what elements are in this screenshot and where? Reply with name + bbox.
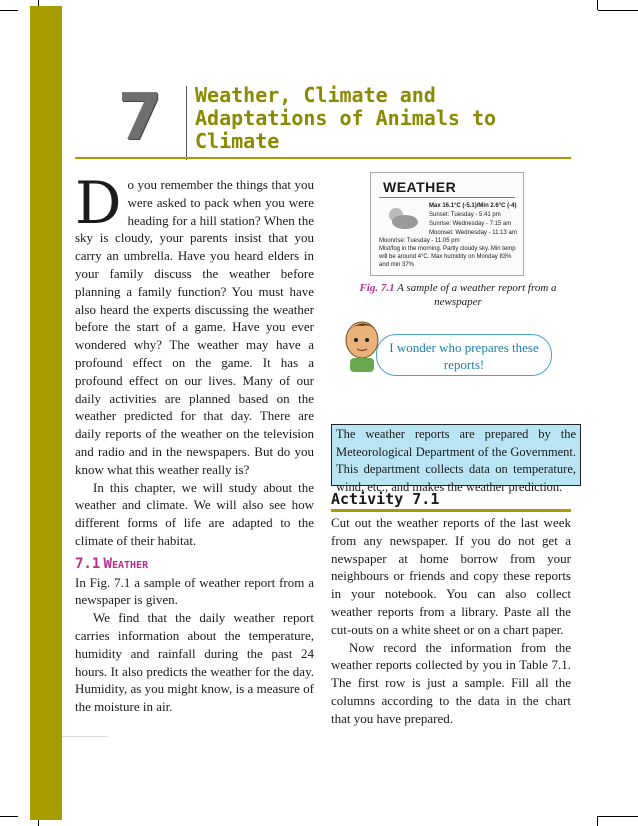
weather-report-paragraph: We find that the daily weather report carries information about the temperature, humidity and rainfall during the past 24 hours. It also predicts the weather for the day. Humidity, as you might know, is a measure of the moisture in air. (75, 610, 314, 715)
crop-mark-bottom-left-h (0, 816, 18, 817)
weather-row-temp: Max 16.1°C (-5.1)/Min 2.6°C (-4) (429, 203, 517, 209)
activity-paragraph-1: Cut out the weather reports of the last week from any newspaper. If you do not get a newspaper at home borrow from your neighbours or friends and copy these reports in your notebook. You can also collect weather reports from a library. Paste all the cut-outs on a white sheet or on a chart paper. (331, 515, 571, 637)
weather-card-heading: WEATHER (383, 179, 457, 195)
section-heading (75, 555, 314, 574)
weather-card-rule (379, 197, 515, 198)
crop-mark-top-right-h (598, 10, 638, 11)
weather-row-sunset: Sunset: Tuesday - 5:41 pm (429, 212, 501, 218)
chapter-title-line-1: Weather, Climate and (195, 83, 436, 107)
meteorological-info-box: The weather reports are prepared by the Meteorological Department of the Government. This department collects data on temperature, wind, etc., and makes the weather prediction. (331, 424, 581, 486)
drop-cap: D (75, 169, 122, 237)
chapter-rule (75, 157, 571, 159)
sun-cloud-icon (381, 203, 421, 233)
figure-reference-paragraph: In Fig. 7.1 a sample of weather report from a newspaper is given. (75, 574, 314, 608)
activity-paragraph-2: Now record the information from the weather reports collected by you in Table 7.1. The first row is just a sample. Fill all the columns according to the data in the chart that you have prepared. (331, 639, 571, 726)
intro-paragraph (75, 169, 314, 479)
figure-caption-text: A sample of a weather report from a newspaper (397, 282, 557, 308)
chapter-number: 7 (117, 81, 163, 155)
crop-mark-bottom-right-v (597, 816, 598, 826)
weather-row-sunrise: Sunrise: Wednesday - 7:15 am (429, 221, 512, 227)
side-bar (30, 6, 62, 820)
section-title: Weather (103, 555, 149, 572)
weather-forecast-text: Mist/fog in the morning. Partly cloudy sky. Min temp will be around 4°C. Max humidity on Monday 83% and min 37% (379, 246, 516, 268)
weather-card-rows (429, 202, 517, 238)
section-number: 7.1 (75, 555, 101, 572)
chapter-overview-paragraph: In this chapter, we will study about the weather and climate. We will also see how different forms of life are adapted to the climate of their habitat. (75, 479, 314, 548)
weather-report-image (370, 172, 524, 276)
crop-mark-top-right-v (597, 0, 598, 10)
weather-card-forecast (379, 237, 519, 269)
speech-bubble: I wonder who prepares these reports! (376, 334, 552, 376)
weather-row-moonset: Moonset: Wednesday - 11:13 am (429, 230, 517, 236)
activity-rule (331, 509, 571, 512)
chapter-title (195, 84, 595, 153)
crop-mark-top-left-h (0, 10, 18, 11)
left-column (75, 169, 314, 716)
crop-mark-bottom-right-h (598, 816, 638, 817)
figure-caption (338, 281, 578, 309)
activity-heading: Activity 7.1 (331, 490, 440, 508)
chapter-title-line-3: Climate (195, 129, 280, 153)
chapter-divider (186, 86, 187, 160)
chapter-title-line-2: Adaptations of Animals to (195, 106, 497, 130)
side-bar-notch (62, 736, 108, 737)
weather-moonrise: Moonrise: Tuesday - 11:05 pm (379, 238, 460, 244)
activity-column (331, 514, 571, 728)
intro-text: o you remember the things that you were asked to pack when you were heading for a hill station? When the sky is cloudy, your parents insist that you carry an umbrella. Have you heard elders in your family discuss the weather before planning a family function? You must have also heard the experts discussing the weather before the start of a game. Have you ever wondered why? The weather may have a profound effect on the game. It has a profound effect on our lives. Many of our daily activities are planned based on the weather predicted for that day. There are daily reports of the weather on the television and radio and in the newspapers. But do you know what this weather really is? (75, 177, 314, 477)
figure-label: Fig. 7.1 (359, 282, 395, 294)
